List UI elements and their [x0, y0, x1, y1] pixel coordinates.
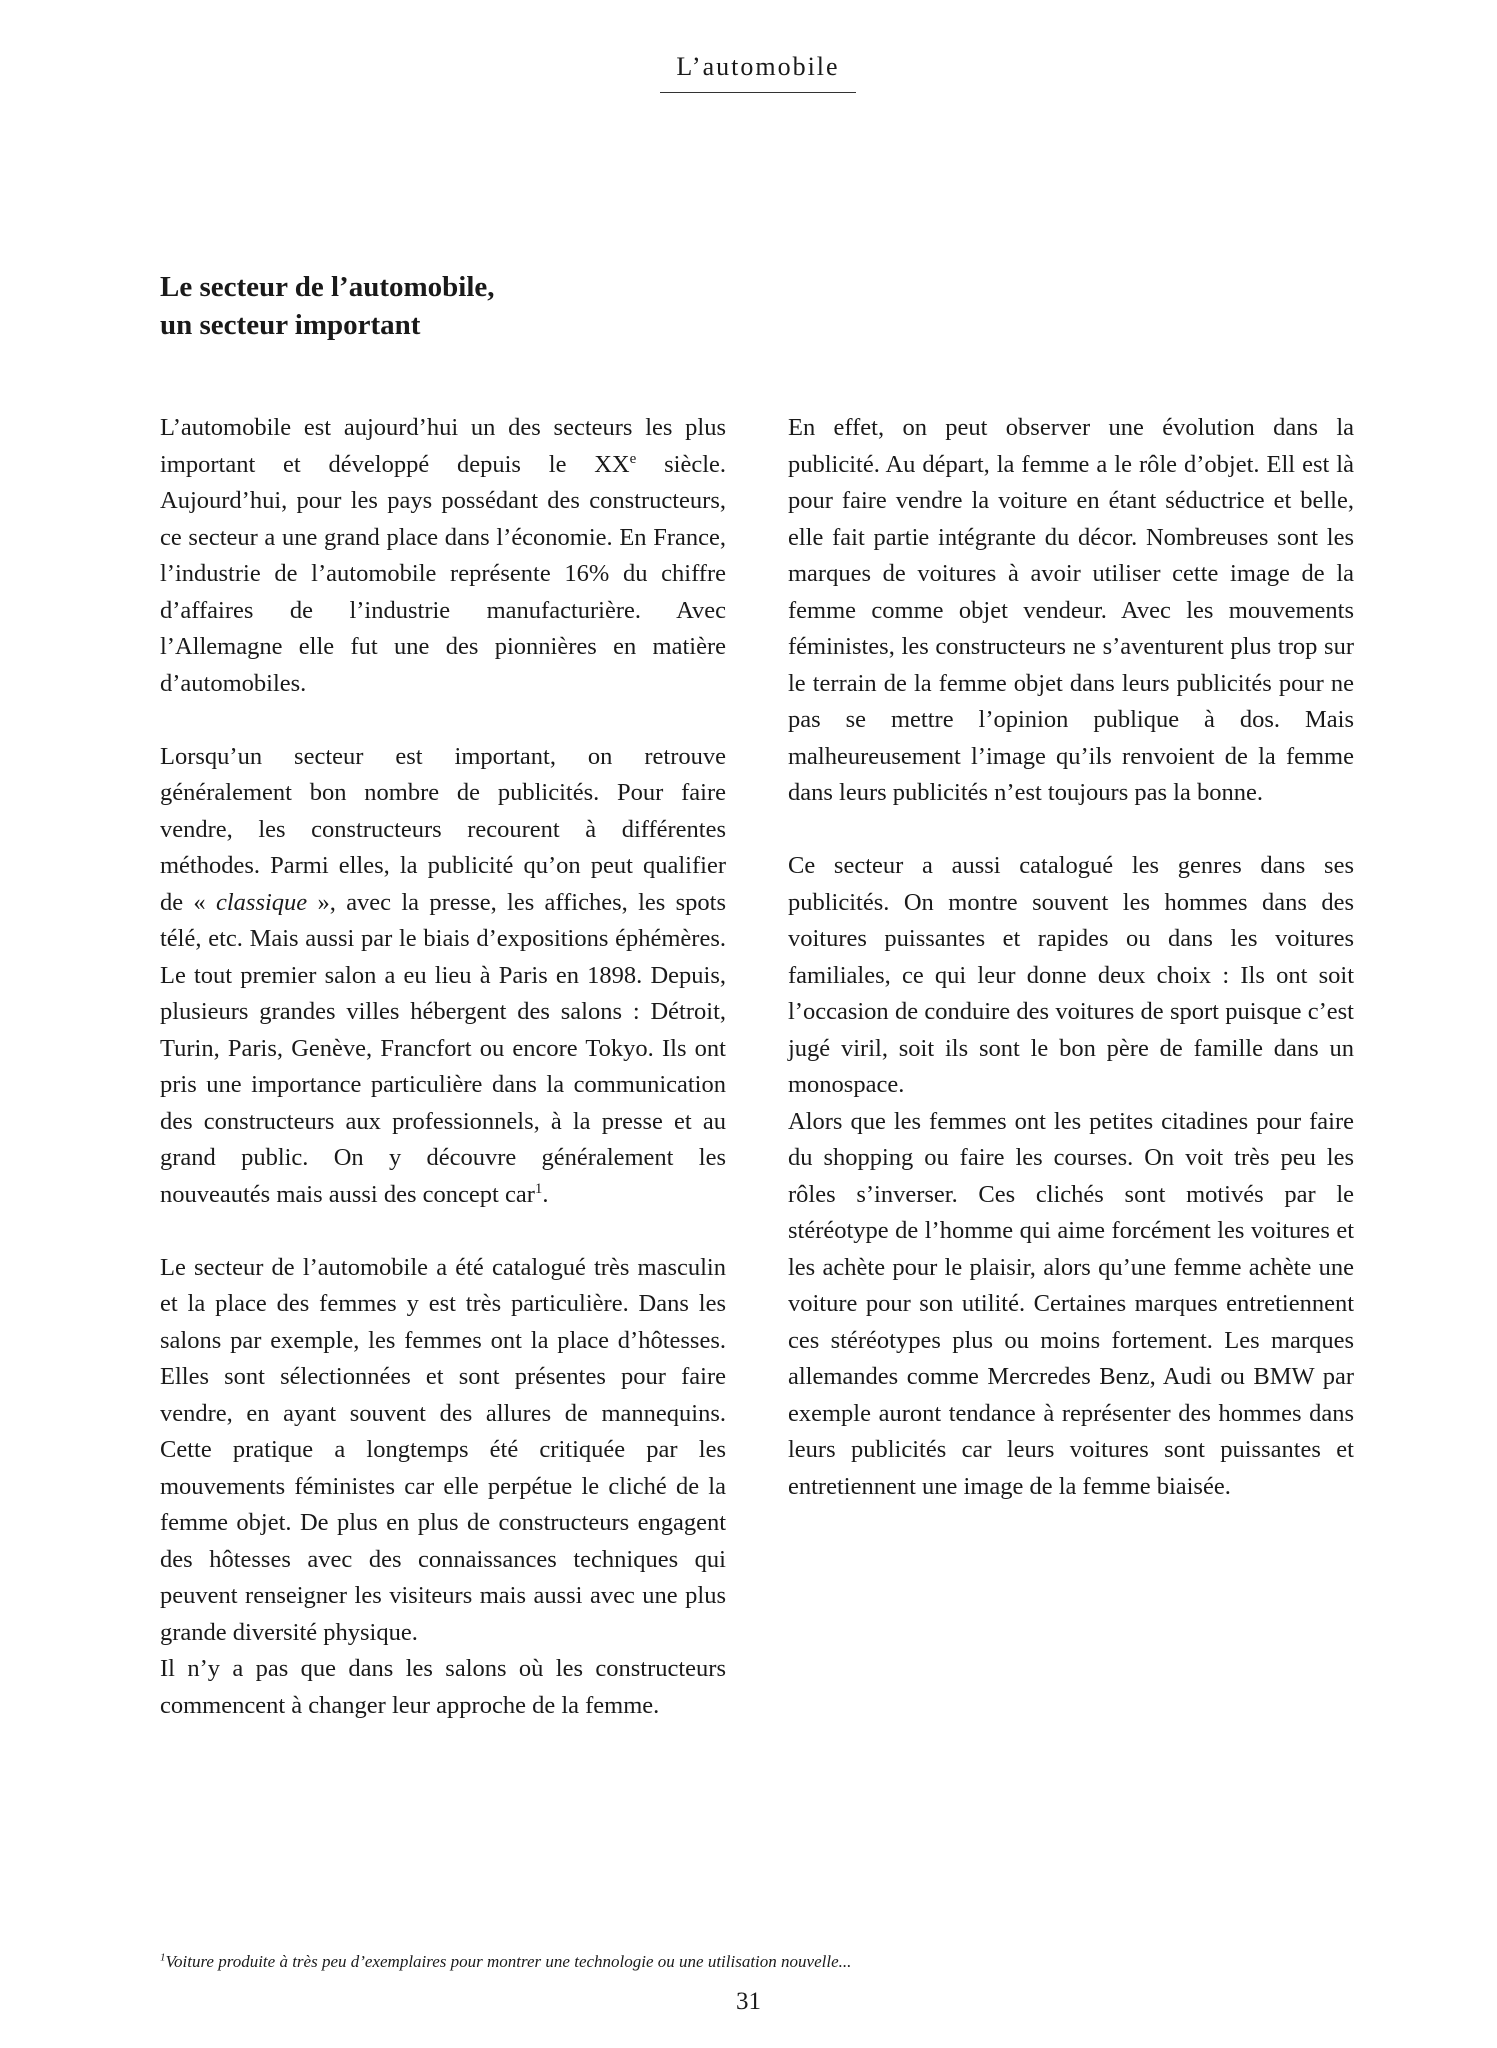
running-header: L’automobile: [660, 52, 856, 93]
footnote: [160, 1952, 851, 1972]
paragraph: Le secteur de l’automobile a été catalogué très masculin et la place des femmes y est très particulière. Dans les salons par exemple, les femmes ont la place d’hôtesses. Elles sont sélectionnées et sont présentes pour faire vendre, en ayant souvent des allures de mannequins. Cette pratique a longtemps été critiquée par les mouvements féministes car elle perpétue le cliché de la femme objet. De plus en plus de constructeurs engagent des hôtesses avec des connaissances techniques qui peuvent renseigner les visiteurs mais aussi avec une plus grande diversité physique.: [160, 1253, 726, 1646]
paragraph-text: L’automobile est aujourd’hui un des secteurs les plus important et développé depuis le XX: [160, 414, 726, 478]
paragraph-text: .: [542, 1180, 549, 1208]
footnote-reference: 1: [534, 1180, 543, 1197]
paragraph: En effet, on peut observer une évolution dans la publicité. Au départ, la femme a le rôle d’objet. Ell est là pour faire vendre la voiture en étant séductrice et belle, elle fait partie intégrante du décor. Nombreuses sont les marques de voitures à avoir utiliser cette image de la femme comme objet vendeur. Avec les mouvements féministes, les constructeurs ne s’aventurent plus trop sur le terrain de la femme objet dans leurs publicités pour ne pas se mettre l’opinion publique à dos. Mais malheureusement l’image qu’ils renvoient de la femme dans leurs publicités n’est toujours pas la bonne.: [788, 414, 1354, 806]
paragraph: [160, 410, 726, 702]
emphasis: classique: [216, 888, 308, 916]
paragraph: Il n’y a pas que dans les salons où les constructeurs commencent à changer leur approche de la femme.: [160, 1655, 726, 1719]
section-title-line-2: un secteur important: [160, 309, 421, 341]
paragraph-text: Lorsqu’un secteur est important, on retrouve généralement bon nombre de publicités. Pour faire vendre, les constructeurs recourent à différentes méthodes. Parmi elles, la publicité qu’on peut qualifier de «: [160, 742, 726, 916]
superscript: e: [629, 450, 637, 467]
footnote-text: Voiture produite à très peu d’exemplaires pour montrer une technologie ou une utilisation nouvelle...: [165, 1952, 852, 1971]
section-title-line-1: Le secteur de l’automobile,: [160, 271, 495, 303]
left-column: [160, 410, 726, 1724]
paragraph-text: siècle. Aujourd’hui, pour les pays possédant des constructeurs, ce secteur a une grand place dans l’économie. En France, l’industrie de l’automobile représente 16% du chiffre d’affaires de l’industrie manufacturière. Avec l’Allemagne elle fut une des pionnières en matière d’automobiles.: [160, 450, 727, 697]
section-title: [160, 268, 495, 344]
right-column: [788, 410, 1354, 1505]
page-number: 31: [736, 1988, 761, 2015]
footnote-marker: 1: [160, 1951, 166, 1964]
paragraph: Alors que les femmes ont les petites citadines pour faire du shopping ou faire les courses. On voit très peu les rôles s’inverser. Ces clichés sont motivés par le stéréotype de l’homme qui aime forcément les voitures et les achète pour le plaisir, alors qu’une femme achète une voiture pour son utilité. Certaines marques entretiennent ces stéréotypes plus ou moins fortement. Les marques allemandes comme Mercredes Benz, Audi ou BMW par exemple auront tendance à représenter des hommes dans leurs publicités car leurs voitures sont puissantes et entretiennent une image de la femme biaisée.: [788, 1107, 1354, 1500]
paragraph-text: », avec la presse, les affiches, les spots télé, etc. Mais aussi par le biais d’expositions éphémères. Le tout premier salon a eu lieu à Paris en 1898. Depuis, plusieurs grandes villes hébergent des salons : Détroit, Turin, Paris, Genève, Francfort ou encore Tokyo. Ils ont pris une importance particulière dans la communication des constructeurs aux professionnels, à la presse et au grand public. On y découvre généralement les nouveautés mais aussi des concept car: [160, 888, 726, 1208]
paragraph: [160, 739, 726, 1214]
paragraph: Ce secteur a aussi catalogué les genres dans ses publicités. On montre souvent les hommes dans des voitures puissantes et rapides ou dans les voitures familiales, ce qui leur donne deux choix : Ils ont soit l’occasion de conduire des voitures de sport puisque c’est jugé viril, soit ils sont le bon père de famille dans un monospace.: [788, 852, 1354, 1098]
